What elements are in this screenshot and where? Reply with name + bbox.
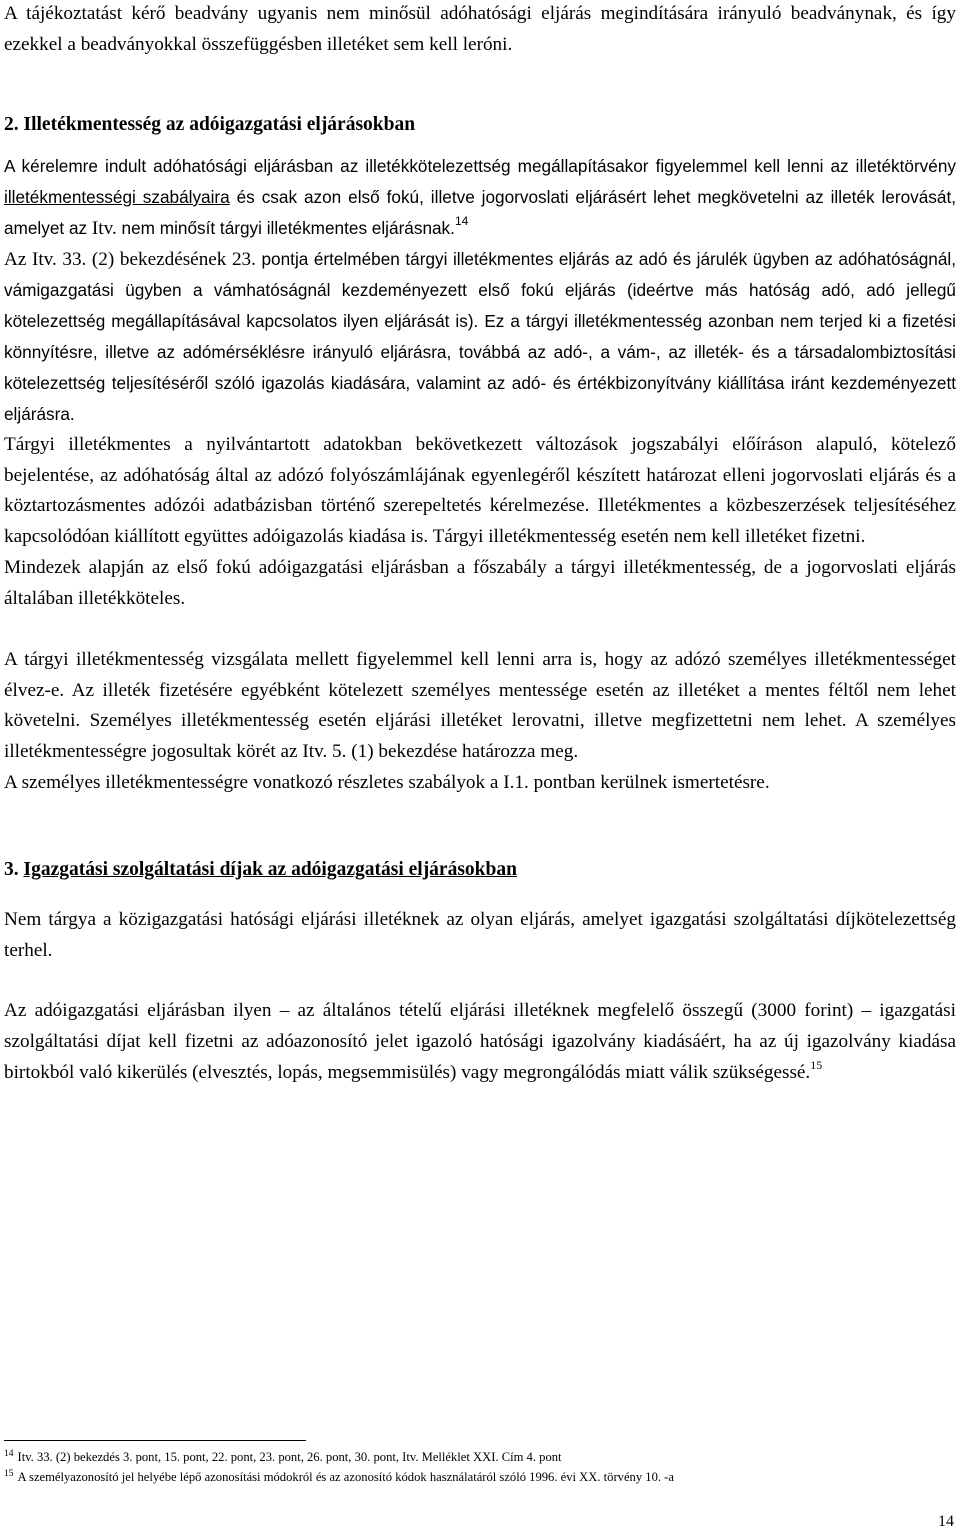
page-number: 14 [938, 1513, 954, 1530]
section-3-number: 3. [4, 859, 19, 880]
section-2-paragraph-6: A személyes illetékmentességre vonatkozó részletes szabályok a I.1. pontban kerülnek ismertetésre. [4, 772, 770, 793]
rules-link[interactable]: illetékmentességi szabályaira [4, 187, 230, 207]
section-2-title: Illetékmentesség az adóigazgatási eljárásokban [23, 114, 416, 135]
section-3-title: Igazgatási szolgáltatási díjak az adóigazgatási eljárásokban [23, 859, 517, 880]
section-2-paragraph-5: A tárgyi illetékmentesség vizsgálata mellett figyelemmel kell lenni arra is, hogy az adózó személyes illetékmentességet élvez-e. Az illeték fizetésére egyébként kötelezett személyes mentessége esetén az illetéket a mentes féltől nem lehet követelni. Személyes illetékmentesség esetén eljárási illetéket lerovatni, illetve megfizettetni nem lehet. A személyes illetékmentességre jogosultak körét az Itv. 5. (1) bekezdése határozza meg. [4, 649, 956, 762]
document-page [4, 0, 956, 1088]
section-2-heading [4, 109, 956, 140]
footnotes [4, 1440, 956, 1487]
footnote-14: $^{14}$ Itv. 33. (2) bekezdés 3. pont, 15. pont, 22. pont, 23. pont, 26. pont, 30. pont, Itv. Melléklet XXI. Cím 4. pont [4, 1448, 562, 1464]
section-3-heading [4, 854, 956, 885]
section-2-paragraph-1: A kérelemre indult adóhatósági eljárásban az illetékkötelezettség megállapításakor figyelemmel kell lenni az illetéktörvény illetékmentességi szabályaira és csak azon első fokú, illetve jogorvoslati eljárásért lehet megkövetelni az illeték lerovását, amelyet az Itv. nem minősít tárgyi illetékmentes eljárásnak.$^{14}$ [4, 156, 956, 239]
intro-paragraph: A tájékoztatást kérő beadvány ugyanis nem minősül adóhatósági eljárás megindítására irányuló beadványnak, és így ezekkel a beadványokkal összefüggésben illetéket sem kell leróni. [4, 3, 956, 55]
footnote-ref-14[interactable]: 14 [454, 214, 469, 229]
section-2-number: 2. [4, 114, 19, 135]
section-3-paragraph-2: Az adóigazgatási eljárásban ilyen – az általános tételű eljárási illetéknek megfelelő összegű (3000 forint) – igazgatási szolgáltatási díjat kell fizetni az adóazonosító jelet igazoló hatósági igazolvány kiadásáért, ha az új igazolvány kiadása birtokból való kikerülés (elvesztés, lopás, megsemmisülés) vagy megrongálódás miatt válik szükségessé.$^{15}$ [4, 1000, 956, 1083]
footnote-ref-15[interactable]: 15 [810, 1057, 823, 1072]
section-2-paragraph-4: Mindezek alapján az első fokú adóigazgatási eljárásban a főszabály a tárgyi illetékmentesség, de a jogorvoslati eljárás általában illetékköteles. [4, 557, 956, 609]
section-2-paragraph-3: Tárgyi illetékmentes a nyilvántartott adatokban bekövetkezett változások jogszabályi előíráson alapuló, kötelező bejelentése, az adóhatóság által az adózó folyószámlájának egyenlegéről készített határozat elleni jogorvoslati eljárás és a köztartozásmentes adózói adatbázisban történő szerepeltetés kérelmezése. Illetékmentes a közbeszerzések teljesítéséhez kapcsolódóan kiállított együttes adóigazolás kiadása is. Tárgyi illetékmentesség esetén nem kell illetéket fizetni. [4, 434, 956, 547]
section-3-paragraph-1: Nem tárgya a közigazgatási hatósági eljárási illetéknek az olyan eljárás, amelyet igazgatási szolgáltatási díjkötelezettség terhel. [4, 909, 956, 961]
footnote-separator [4, 1440, 306, 1441]
footnote-15: $^{15}$ A személyazonosító jel helyébe lépő azonosítási módokról és az azonosító kódok használatáról szóló 1996. évi XX. törvény 10. -a [4, 1468, 674, 1484]
section-2-paragraph-2: Az Itv. 33. (2) bekezdésének 23. pontja értelmében tárgyi illetékmentes eljárás az adó és járulék ügyben az adóhatóságnál, vámigazgatási ügyben a vámhatóságnál kezdeményezett első fokú eljárás (ideértve más hatóság adó, adó jellegű kötelezettség megállapításával kapcsolatos ilyen eljárását is). Ez a tárgyi illetékmentesség azonban nem terjed ki a fizetési könnyítésre, illetve az adómérséklésre irányuló eljárásra, továbbá az adó-, a vám-, az illeték- és a társadalombiztosítási kötelezettség teljesítéséről szóló igazolás kiadására, valamint az adó- és értékbizonyítvány kiállítása iránt kezdeményezett eljárásra. [4, 249, 956, 424]
